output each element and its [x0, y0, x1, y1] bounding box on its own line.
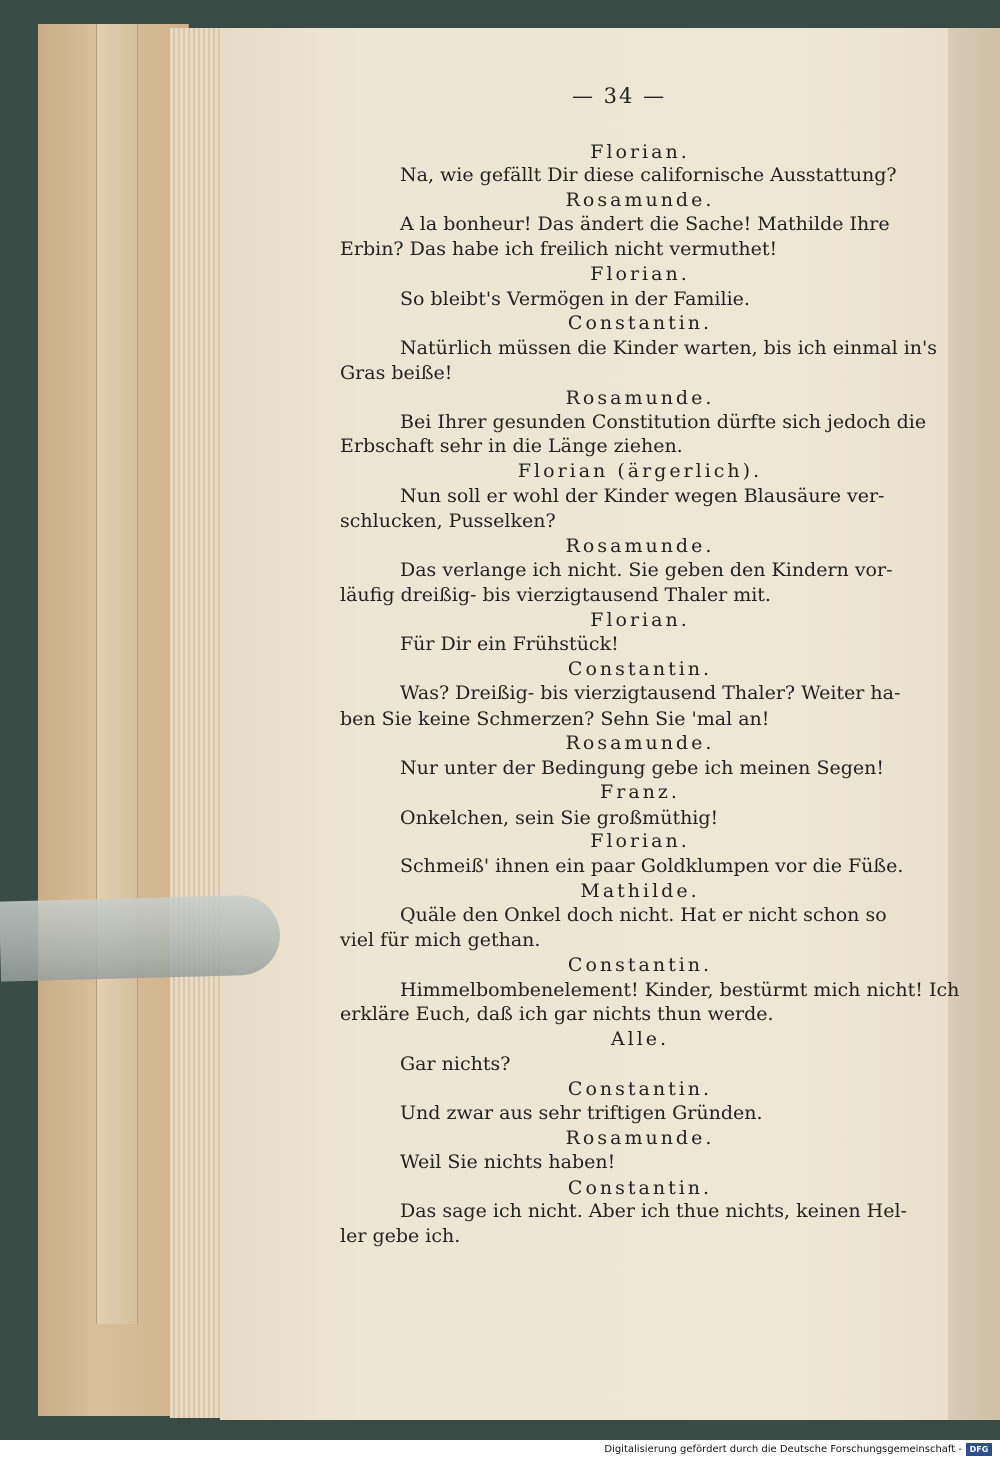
dialogue-line: Bei Ihrer gesunden Constitution dürfte sich jedoch die [400, 411, 927, 433]
dialogue-line: Weil Sie nichts haben! [400, 1151, 616, 1173]
dialogue-line: Was? Dreißig- bis vierzigtausend Thaler? Weiter ha- [400, 682, 901, 704]
dialogue-line: Erbschaft sehr in die Länge ziehen. [340, 435, 683, 457]
speaker-name: Rosamunde. [565, 1127, 715, 1149]
dialogue-line: Himmelbombenelement! Kinder, bestürmt mich nicht! Ich [400, 979, 960, 1001]
dialogue-line: viel für mich gethan. [340, 929, 541, 951]
dialogue-line: erkläre Euch, daß ich gar nichts thun werde. [340, 1003, 774, 1025]
speaker-name: Constantin. [567, 312, 713, 334]
dfg-logo: DFG [966, 1443, 992, 1456]
dialogue-line: Onkelchen, sein Sie großmüthig! [400, 807, 719, 829]
page-number: — 34 — [572, 84, 667, 108]
dialogue-line: Erbin? Das habe ich freilich nicht vermuthet! [340, 238, 778, 260]
speaker-name: Constantin. [567, 954, 713, 976]
speaker-name: Franz. [600, 781, 680, 803]
dialogue-line: ler gebe ich. [340, 1225, 461, 1247]
dialogue-line: Na, wie gefällt Dir diese californische Ausstattung? [400, 164, 897, 186]
speaker-name: Florian. [590, 830, 690, 852]
speaker-name: Rosamunde. [565, 189, 715, 211]
dialogue-line: Natürlich müssen die Kinder warten, bis ich einmal in's [400, 337, 938, 359]
dialogue-line: Gras beiße! [340, 362, 453, 384]
speaker-name: Florian (ärgerlich). [517, 460, 763, 482]
speaker-name: Mathilde. [580, 880, 700, 902]
speaker-name: Constantin. [567, 1177, 713, 1199]
speaker-name: Rosamunde. [565, 535, 715, 557]
speaker-name: Florian. [590, 263, 690, 285]
dialogue-line: Das sage ich nicht. Aber ich thue nichts, keinen Hel- [400, 1200, 907, 1222]
dialogue-line: Quäle den Onkel doch nicht. Hat er nicht schon so [400, 904, 887, 926]
dialogue-line: Für Dir ein Frühstück! [400, 633, 619, 655]
dialogue-line: läufig dreißig- bis vierzigtausend Thaler mit. [340, 584, 771, 606]
dialogue-line: schlucken, Pusselken? [340, 510, 556, 532]
dialogue-line: Das verlange ich nicht. Sie geben den Kindern vor- [400, 559, 893, 581]
dialogue-line: Nun soll er wohl der Kinder wegen Blausäure ver- [400, 485, 885, 507]
speaker-name: Constantin. [567, 658, 713, 680]
dialogue-line: ben Sie keine Schmerzen? Sehn Sie 'mal an! [340, 708, 770, 730]
dialogue-line: Nur unter der Bedingung gebe ich meinen Segen! [400, 757, 884, 779]
dialogue-line: A la bonheur! Das ändert die Sache! Mathilde Ihre [400, 213, 890, 235]
footer-credit: Digitalisierung gefördert durch die Deutsche Forschungsgemeinschaft - [604, 1444, 962, 1455]
speaker-name: Alle. [610, 1028, 670, 1050]
speaker-name: Constantin. [567, 1078, 713, 1100]
speaker-name: Florian. [590, 141, 690, 163]
dialogue-line: Und zwar aus sehr triftigen Gründen. [400, 1102, 763, 1124]
dialogue-line: Gar nichts? [400, 1053, 511, 1075]
dialogue-line: So bleibt's Vermögen in der Familie. [400, 288, 750, 310]
speaker-name: Rosamunde. [565, 387, 715, 409]
speaker-name: Florian. [590, 609, 690, 631]
footer-bar [0, 1440, 1000, 1460]
dialogue-line: Schmeiß' ihnen ein paar Goldklumpen vor die Füße. [400, 855, 904, 877]
speaker-name: Rosamunde. [565, 732, 715, 754]
